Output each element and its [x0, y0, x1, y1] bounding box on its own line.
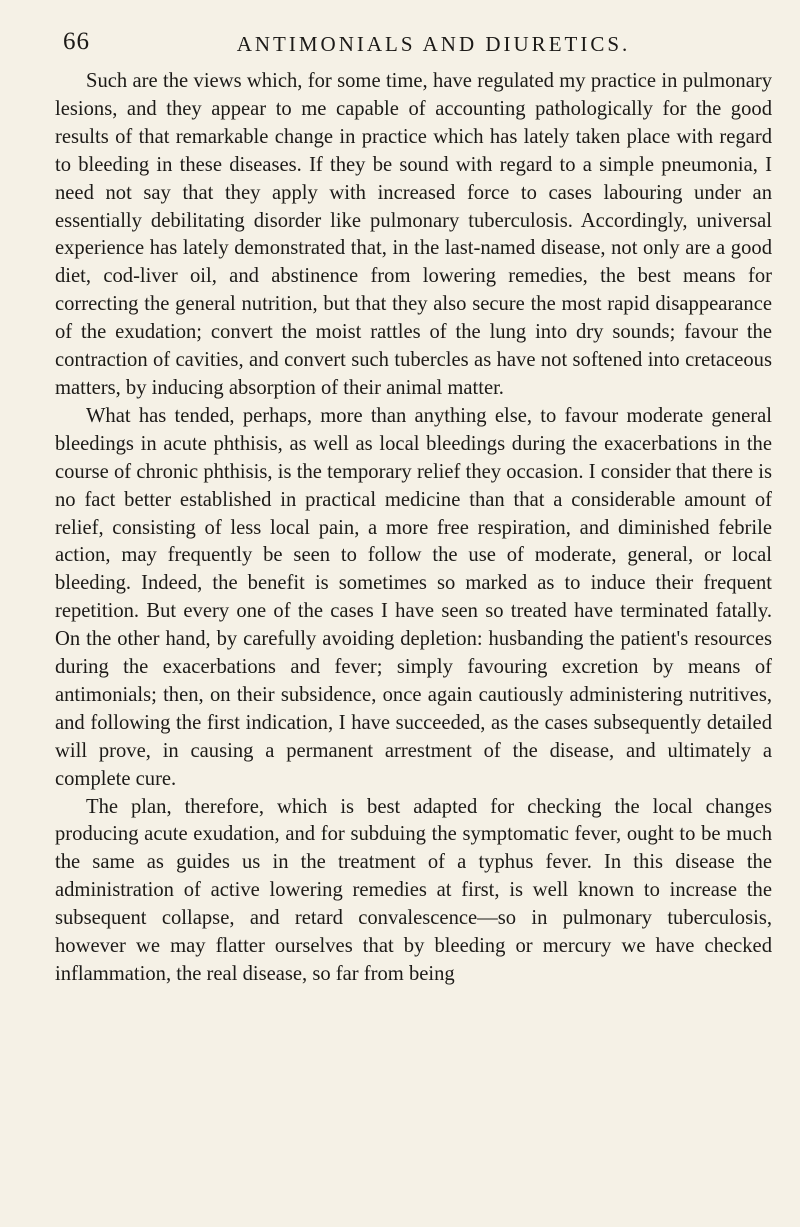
- page-header: [55, 22, 772, 56]
- paragraph: The plan, therefore, which is best adapted for checking the local changes producing acute exudation, and for subduing the symptomatic fever, ought to be much the same as guides us in the treatment of a typhus fever. In this disease the administration of active lowering remedies at first, is well known to increase the subsequent collapse, and retard convalescence—so in pulmonary tuberculosis, however we may flatter ourselves that by bleeding or mercury we have checked inflammation, the real disease, so far from being: [55, 795, 772, 985]
- running-title: ANTIMONIALS AND DIURETICS.: [236, 32, 631, 56]
- paragraph: What has tended, perhaps, more than anything else, to favour moderate general bleedings in acute phthisis, as well as local bleedings during the exacerbations in the course of chronic phthisis, is the temporary relief they occasion. I consider that there is no fact better established in practical medicine than that a considerable amount of relief, consisting of less local pain, a more free respiration, and diminished febrile action, may frequently be seen to follow the use of moderate, general, or local bleeding. Indeed, the benefit is sometimes so marked as to induce their frequent repetition. But every one of the cases I have seen so treated have terminated fatally. On the other hand, by carefully avoiding depletion: husbanding the patient's resources during the exacerbations and fever; simply favouring excretion by means of antimonials; then, on their subsidence, once again cautiously administering nutritives, and following the first indication, I have succeeded, as the cases subsequently detailed will prove, in causing a permanent arrestment of the disease, and ultimately a complete cure.: [55, 404, 772, 790]
- body-text: [55, 68, 772, 989]
- page-number: 66: [63, 28, 90, 55]
- paragraph: Such are the views which, for some time, have regulated my practice in pulmonary lesions, and they appear to me capable of accounting pathologically for the good results of that remarkable change in practice which has lately taken place with regard to bleeding in these diseases. If they be sound with regard to a simple pneumonia, I need not say that they apply with increased force to cases labouring under an essentially debilitating disorder like pulmonary tuberculosis. Accordingly, universal experience has lately demonstrated that, in the last-named disease, not only are a good diet, cod-liver oil, and abstinence from lowering remedies, the best means for correcting the general nutrition, but that they also secure the most rapid disappearance of the exudation; convert the moist rattles of the lung into dry sounds; favour the contraction of cavities, and convert such tubercles as have not softened into cretaceous matters, by inducing absorption of their animal matter.: [55, 70, 772, 399]
